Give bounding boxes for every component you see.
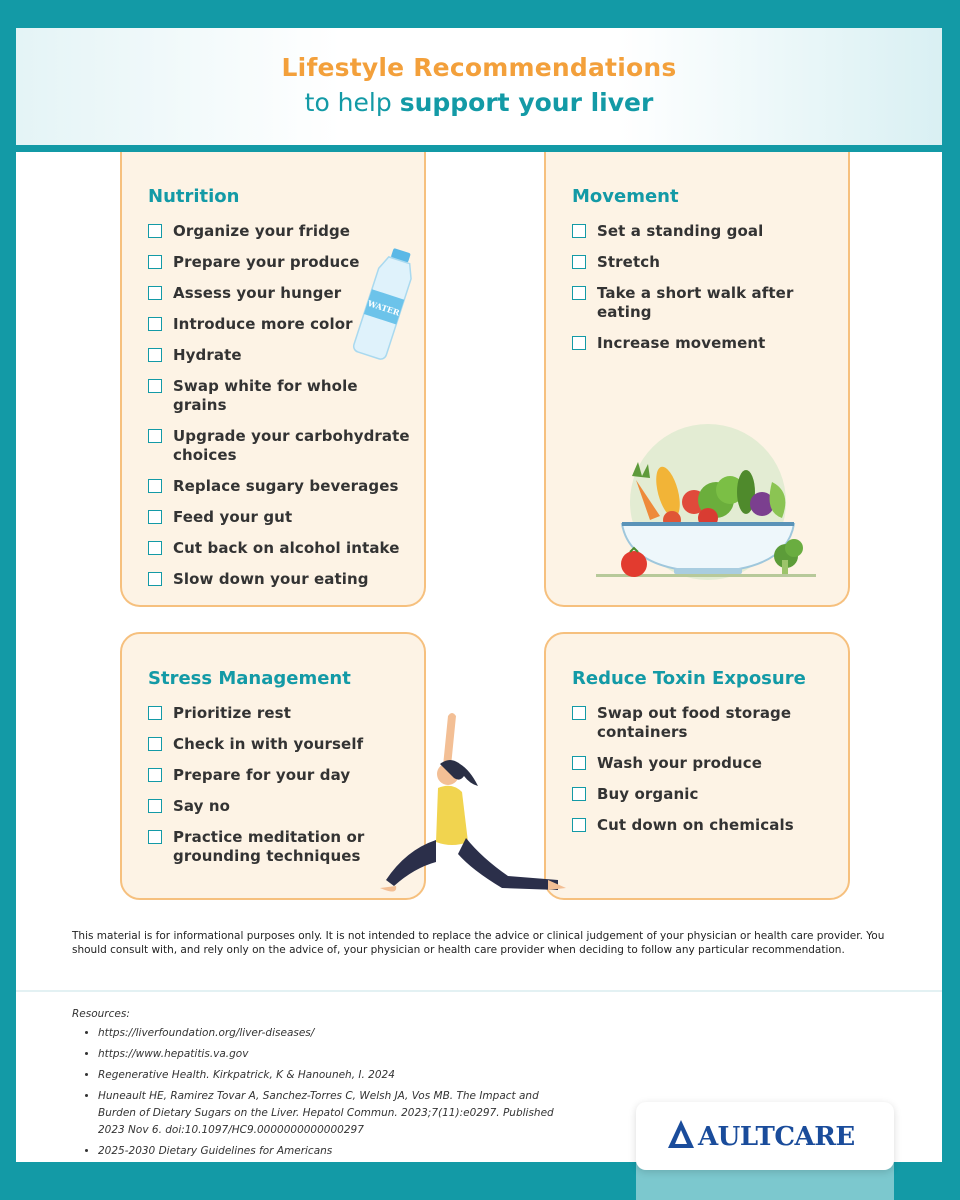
item-label: Take a short walk after eating <box>597 284 794 321</box>
checkbox[interactable] <box>148 768 162 782</box>
checkbox[interactable] <box>148 255 162 269</box>
svg-text:WATER: WATER <box>366 297 401 318</box>
movement-list <box>572 222 848 365</box>
item-label: Slow down your eating <box>173 570 369 588</box>
item-label: Introduce more color <box>173 315 353 333</box>
header-rule <box>16 145 942 152</box>
checkbox[interactable] <box>148 706 162 720</box>
page <box>16 28 942 1162</box>
item-label: Cut down on chemicals <box>597 816 794 834</box>
checkbox[interactable] <box>572 286 586 300</box>
checkbox[interactable] <box>572 756 586 770</box>
stress-item[interactable] <box>148 797 383 816</box>
aultcare-logo-icon <box>668 1120 694 1148</box>
resource-item: • Regenerative Health. Kirkpatrick, K & Hanouneh, I. 2024 <box>98 1067 632 1084</box>
nutrition-item[interactable] <box>148 222 393 241</box>
item-label: Practice meditation or grounding techniques <box>173 828 365 865</box>
toxin-card <box>544 632 850 900</box>
nutrition-card <box>120 152 426 607</box>
title-line-2-emphasis: support your liver <box>399 88 654 117</box>
checkbox[interactable] <box>148 479 162 493</box>
checkbox[interactable] <box>148 830 162 844</box>
item-label: Assess your hunger <box>173 284 342 302</box>
nutrition-item[interactable] <box>148 508 413 527</box>
nutrition-item[interactable] <box>148 539 413 558</box>
logo-text: AULTCARE <box>698 1122 855 1152</box>
stress-item[interactable] <box>148 735 383 754</box>
stress-item[interactable] <box>148 704 383 723</box>
movement-card <box>544 152 850 607</box>
resources-list <box>72 1025 632 1160</box>
checkbox[interactable] <box>148 379 162 393</box>
yoga-figure-icon <box>378 708 568 902</box>
movement-item[interactable] <box>572 334 848 353</box>
item-label: Swap out food storage containers <box>597 704 792 741</box>
toxin-title: Reduce Toxin Exposure <box>572 668 806 689</box>
stress-title: Stress Management <box>148 668 351 689</box>
nutrition-item[interactable] <box>148 427 413 465</box>
checkbox[interactable] <box>572 255 586 269</box>
checkbox[interactable] <box>148 348 162 362</box>
movement-item[interactable] <box>572 284 848 322</box>
movement-item[interactable] <box>572 253 848 272</box>
checkbox[interactable] <box>148 429 162 443</box>
toxin-list <box>572 704 817 847</box>
resource-link[interactable]: • https://liverfoundation.org/liver-diseases/ <box>98 1025 632 1042</box>
divider <box>16 990 942 992</box>
title-line-2 <box>16 88 942 117</box>
title-line-2-prefix: to help <box>304 88 400 117</box>
item-label: Say no <box>173 797 231 815</box>
item-label: Prepare your produce <box>173 253 360 271</box>
item-label: Replace sugary beverages <box>173 477 399 495</box>
nutrition-item[interactable] <box>148 477 413 496</box>
header <box>16 28 942 145</box>
checkbox[interactable] <box>148 224 162 238</box>
checkbox[interactable] <box>148 286 162 300</box>
resource-item: • 2025-2030 Dietary Guidelines for Americans <box>98 1143 632 1160</box>
checkbox[interactable] <box>148 572 162 586</box>
checkbox[interactable] <box>572 224 586 238</box>
nutrition-item[interactable] <box>148 570 413 589</box>
resources <box>72 1006 632 1164</box>
toxin-item[interactable] <box>572 816 817 835</box>
checkbox[interactable] <box>148 737 162 751</box>
resource-link[interactable]: • https://www.hepatitis.va.gov <box>98 1046 632 1063</box>
item-label: Stretch <box>597 253 660 271</box>
item-label: Set a standing goal <box>597 222 764 240</box>
water-bottle-icon <box>350 244 420 364</box>
stress-list <box>148 704 383 878</box>
toxin-item[interactable] <box>572 785 817 804</box>
item-label: Check in with yourself <box>173 735 364 753</box>
salad-bowl-icon <box>596 420 816 584</box>
checkbox[interactable] <box>148 317 162 331</box>
item-label: Wash your produce <box>597 754 762 772</box>
stress-item[interactable] <box>148 766 383 785</box>
toxin-item[interactable] <box>572 754 817 773</box>
item-label: Organize your fridge <box>173 222 351 240</box>
title-line-1: Lifestyle Recommendations <box>281 53 677 82</box>
item-label: Upgrade your carbohydrate choices <box>173 427 410 464</box>
movement-item[interactable] <box>572 222 848 241</box>
stress-item[interactable] <box>148 828 383 866</box>
resource-item: • Huneault HE, Ramirez Tovar A, Sanchez-Torres C, Welsh JA, Vos MB. The Impact and Burden of Dietary Sugars on the Liver. Hepatol Commun. 2023;7(11):e0297. Published 2023 Nov 6. doi:10.1097/HC9.0000000000000297 <box>98 1088 568 1139</box>
resources-heading: Resources: <box>72 1008 130 1020</box>
nutrition-item[interactable] <box>148 377 413 415</box>
checkbox[interactable] <box>148 541 162 555</box>
disclaimer: This material is for informational purposes only. It is not intended to replace the advice or clinical judgement of your physician or health care provider. You should consult with, and rely only on the advice of, your physician or health care provider when deciding to follow any particular recommendation. <box>72 930 885 956</box>
checkbox[interactable] <box>148 510 162 524</box>
checkbox[interactable] <box>572 787 586 801</box>
checkbox[interactable] <box>572 336 586 350</box>
item-label: Hydrate <box>173 346 242 364</box>
item-label: Cut back on alcohol intake <box>173 539 400 557</box>
logo-card <box>636 1102 894 1170</box>
checkbox[interactable] <box>572 706 586 720</box>
item-label: Prepare for your day <box>173 766 351 784</box>
item-label: Swap white for whole grains <box>173 377 358 414</box>
item-label: Increase movement <box>597 334 766 352</box>
nutrition-title: Nutrition <box>148 186 240 207</box>
toxin-item[interactable] <box>572 704 817 742</box>
movement-title: Movement <box>572 186 679 207</box>
item-label: Prioritize rest <box>173 704 291 722</box>
item-label: Feed your gut <box>173 508 293 526</box>
checkbox[interactable] <box>148 799 162 813</box>
checkbox[interactable] <box>572 818 586 832</box>
item-label: Buy organic <box>597 785 699 803</box>
